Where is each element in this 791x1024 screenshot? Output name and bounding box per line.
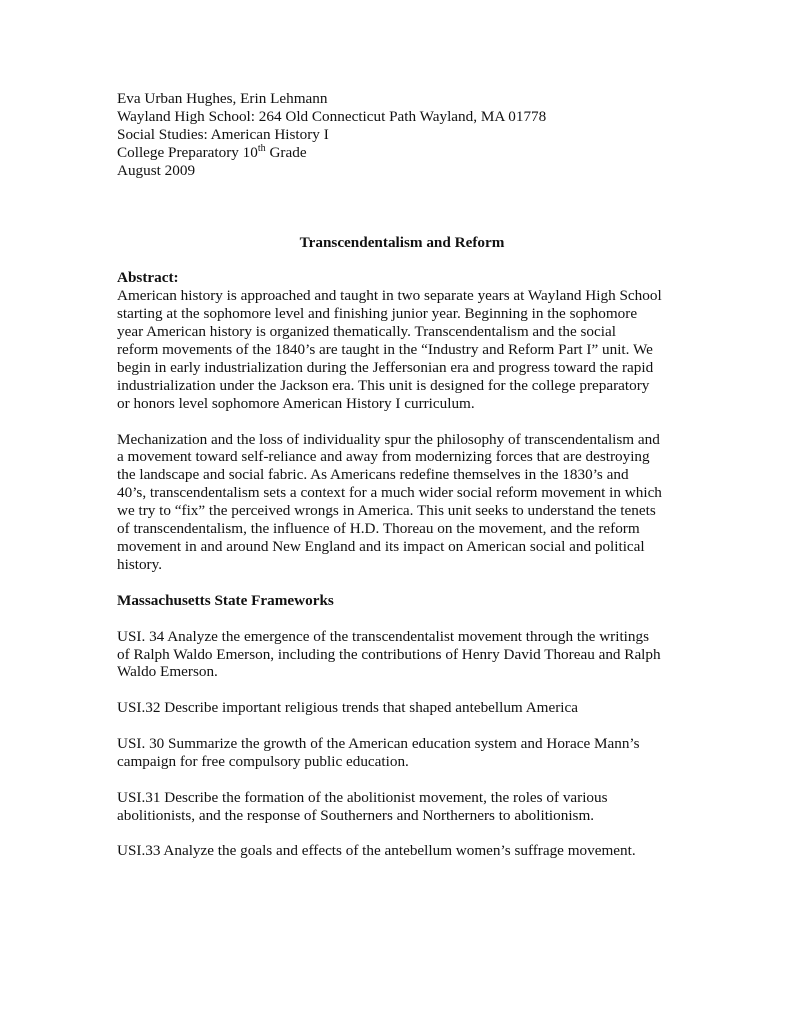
abstract-paragraph-2 <box>117 431 687 574</box>
grade-prefix: College Preparatory 10 <box>117 143 258 161</box>
paragraph-line: a movement toward self-reliance and away from modernizing forces that are destroying <box>117 448 650 466</box>
document-title: Transcendentalism and Reform <box>299 233 505 251</box>
framework-item-usi31 <box>117 789 687 825</box>
paragraph-gap <box>117 413 687 431</box>
framework-line: USI. 30 Summarize the growth of the American education system and Horace Mann’s <box>117 735 640 753</box>
framework-item-usi32 <box>117 699 687 717</box>
framework-line: campaign for free compulsory public education. <box>117 752 409 770</box>
paragraph-line: of transcendentalism, the influence of H.D. Thoreau on the movement, and the reform <box>117 520 640 538</box>
framework-item-usi30 <box>117 735 687 771</box>
paragraph-line: the landscape and social fabric. As Americans redefine themselves in the 1830’s and <box>117 466 629 484</box>
paragraph-gap <box>117 717 687 735</box>
course-line: Social Studies: American History I <box>117 125 329 143</box>
framework-line: Waldo Emerson. <box>117 663 218 681</box>
paragraph-gap <box>117 825 687 843</box>
frameworks-heading: Massachusetts State Frameworks <box>117 591 334 609</box>
paragraph-gap <box>117 681 687 699</box>
school-line: Wayland High School: 264 Old Connecticut Path Wayland, MA 01778 <box>117 107 547 125</box>
framework-item-usi33 <box>117 842 687 860</box>
framework-line: of Ralph Waldo Emerson, including the contributions of Henry David Thoreau and Ralph <box>117 645 661 663</box>
framework-line: USI.33 Analyze the goals and effects of the antebellum women’s suffrage movement. <box>117 842 636 860</box>
document-page <box>117 90 687 860</box>
paragraph-line: American history is approached and taught in two separate years at Wayland High School <box>117 287 662 305</box>
abstract-paragraph-1 <box>117 287 687 412</box>
date-line: August 2009 <box>117 161 196 179</box>
framework-line: abolitionists, and the response of Southerners and Northerners to abolitionism. <box>117 806 595 824</box>
paragraph-gap <box>117 771 687 789</box>
framework-line: USI.32 Describe important religious trends that shaped antebellum America <box>117 699 578 717</box>
paragraph-line: starting at the sophomore level and finishing junior year. Beginning in the sophomore <box>117 305 638 323</box>
grade-suffix: Grade <box>265 143 307 161</box>
paragraph-line: Mechanization and the loss of individuality spur the philosophy of transcendentalism and <box>117 430 660 448</box>
paragraph-line: history. <box>117 555 162 573</box>
paragraph-line: we try to “fix” the perceived wrongs in America. This unit seeks to understand the tenets <box>117 502 656 520</box>
paragraph-line: reform movements of the 1840’s are taught in the “Industry and Reform Part I” unit. We <box>117 341 653 359</box>
paragraph-line: movement in and around New England and its impact on American social and political <box>117 538 645 556</box>
paragraph-line: year American history is organized thematically. Transcendentalism and the social <box>117 323 616 341</box>
paragraph-line: industrialization under the Jackson era. This unit is designed for the college preparatory <box>117 376 650 394</box>
paragraph-line: or honors level sophomore American History I curriculum. <box>117 394 475 412</box>
grade-line <box>117 144 687 162</box>
framework-line: USI. 34 Analyze the emergence of the transcendentalist movement through the writings <box>117 627 649 645</box>
abstract-heading: Abstract: <box>117 269 179 287</box>
document-header <box>117 90 687 180</box>
paragraph-gap <box>117 610 687 628</box>
framework-item-usi34 <box>117 628 687 682</box>
framework-line: USI.31 Describe the formation of the abolitionist movement, the roles of various <box>117 788 608 806</box>
paragraph-line: 40’s, transcendentalism sets a context for a much wider social reform movement in which <box>117 484 662 502</box>
grade-superscript: th <box>257 142 266 154</box>
paragraph-line: begin in early industrialization during the Jeffersonian era and progress toward the rapid <box>117 358 654 376</box>
authors-line: Eva Urban Hughes, Erin Lehmann <box>117 90 328 107</box>
